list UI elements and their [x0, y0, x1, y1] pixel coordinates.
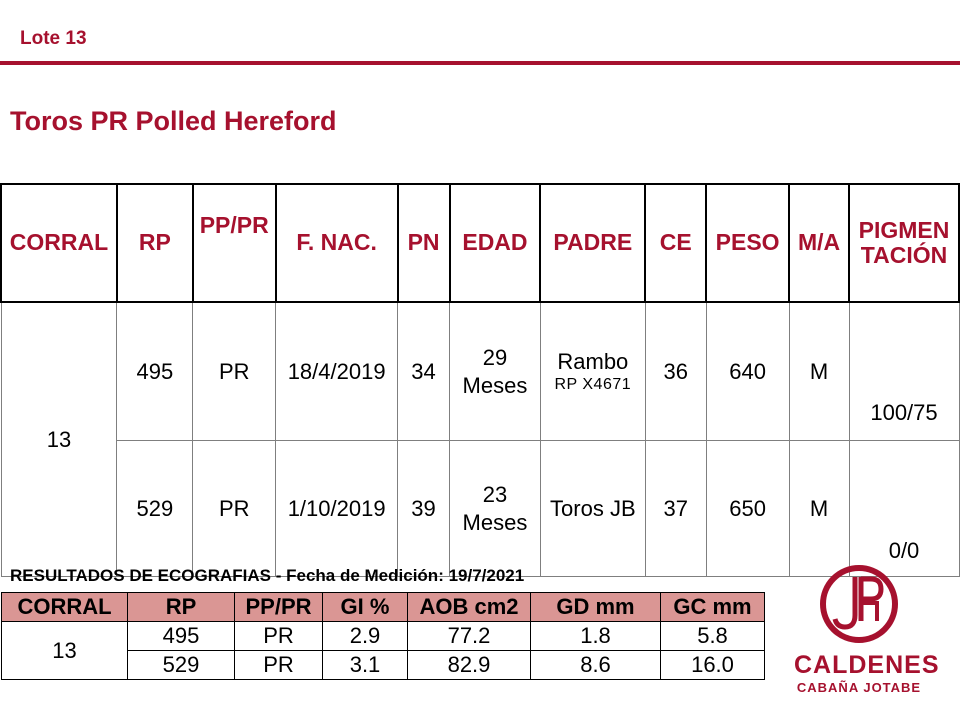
eco-results-title: RESULTADOS DE ECOGRAFIAS - Fecha de Medición: 19/7/2021: [10, 566, 525, 585]
eco-row: [2, 622, 765, 651]
lot-label: Lote 13: [20, 28, 87, 49]
padre-cell: [540, 302, 645, 441]
col-pp-pr: PP/PR: [193, 184, 276, 302]
bulls-table: [0, 183, 960, 577]
eco-gi-cell: 2.9: [323, 622, 408, 651]
eco-col-corral: CORRAL: [2, 593, 128, 622]
pigmentacion-cell: 100/75: [849, 302, 959, 441]
col-pigmentacion-line2: TACIÓN: [860, 242, 948, 268]
col-corral: CORRAL: [1, 184, 117, 302]
table-header-row: [1, 184, 959, 302]
page-title: Toros PR Polled Hereford: [10, 106, 337, 136]
edad-cell: [450, 441, 541, 577]
eco-col-gc: GC mm: [661, 593, 765, 622]
col-pigmentacion-line1: PIGMEN: [858, 216, 950, 243]
eco-pp-pr-cell: PR: [235, 651, 323, 680]
rp-cell: 529: [117, 441, 193, 577]
peso-cell: 650: [706, 441, 789, 577]
ma-cell: M: [789, 441, 849, 577]
ce-cell: 36: [645, 302, 706, 441]
ce-cell: 37: [645, 441, 706, 577]
padre-cell: Toros JB: [540, 441, 645, 577]
ma-cell: M: [789, 302, 849, 441]
eco-col-aob: AOB cm2: [408, 593, 531, 622]
padre-name: Rambo: [557, 348, 629, 374]
eco-col-rp: RP: [128, 593, 235, 622]
eco-col-gd: GD mm: [531, 593, 661, 622]
padre-rp: RP X4671: [554, 376, 632, 394]
table-row: [1, 302, 959, 441]
eco-gc-cell: 16.0: [661, 651, 765, 680]
col-f-nac: F. NAC.: [276, 184, 398, 302]
eco-rp-cell: 529: [128, 651, 235, 680]
caldenes-logo: [794, 563, 940, 695]
col-ce: CE: [645, 184, 706, 302]
edad-cell: [450, 302, 541, 441]
edad-value: 23: [482, 482, 508, 507]
eco-aob-cell: 77.2: [408, 622, 531, 651]
pigmentacion-cell: 0/0: [849, 441, 959, 577]
eco-gd-cell: 8.6: [531, 651, 661, 680]
col-edad: EDAD: [450, 184, 541, 302]
eco-header-row: [2, 593, 765, 622]
logo-subtitle: CABAÑA JOTABE: [796, 680, 922, 695]
eco-col-pp-pr: PP/PR: [235, 593, 323, 622]
edad-unit: Meses: [462, 509, 528, 535]
peso-cell: 640: [706, 302, 789, 441]
f-nac-cell: 1/10/2019: [276, 441, 398, 577]
eco-gd-cell: 1.8: [531, 622, 661, 651]
logo-mark-icon: [819, 563, 899, 645]
eco-gi-cell: 3.1: [323, 651, 408, 680]
col-pigmentacion: [849, 184, 959, 302]
eco-corral-cell: 13: [2, 622, 128, 680]
pn-cell: 34: [398, 302, 450, 441]
eco-table: [1, 592, 765, 680]
header-divider: [0, 61, 960, 65]
col-ma: M/A: [789, 184, 849, 302]
eco-aob-cell: 82.9: [408, 651, 531, 680]
edad-value: 29: [482, 345, 508, 370]
eco-rp-cell: 495: [128, 622, 235, 651]
eco-col-gi: GI %: [323, 593, 408, 622]
corral-cell: 13: [1, 302, 117, 577]
eco-gc-cell: 5.8: [661, 622, 765, 651]
col-peso: PESO: [706, 184, 789, 302]
pp-pr-cell: PR: [193, 302, 276, 441]
pp-pr-cell: PR: [193, 441, 276, 577]
col-padre: PADRE: [540, 184, 645, 302]
logo-name: CALDENES: [794, 651, 940, 679]
edad-unit: Meses: [462, 372, 528, 398]
rp-cell: 495: [117, 302, 193, 441]
pn-cell: 39: [398, 441, 450, 577]
f-nac-cell: 18/4/2019: [276, 302, 398, 441]
eco-pp-pr-cell: PR: [235, 622, 323, 651]
col-rp: RP: [117, 184, 193, 302]
col-pn: PN: [398, 184, 450, 302]
table-row: [1, 441, 959, 577]
